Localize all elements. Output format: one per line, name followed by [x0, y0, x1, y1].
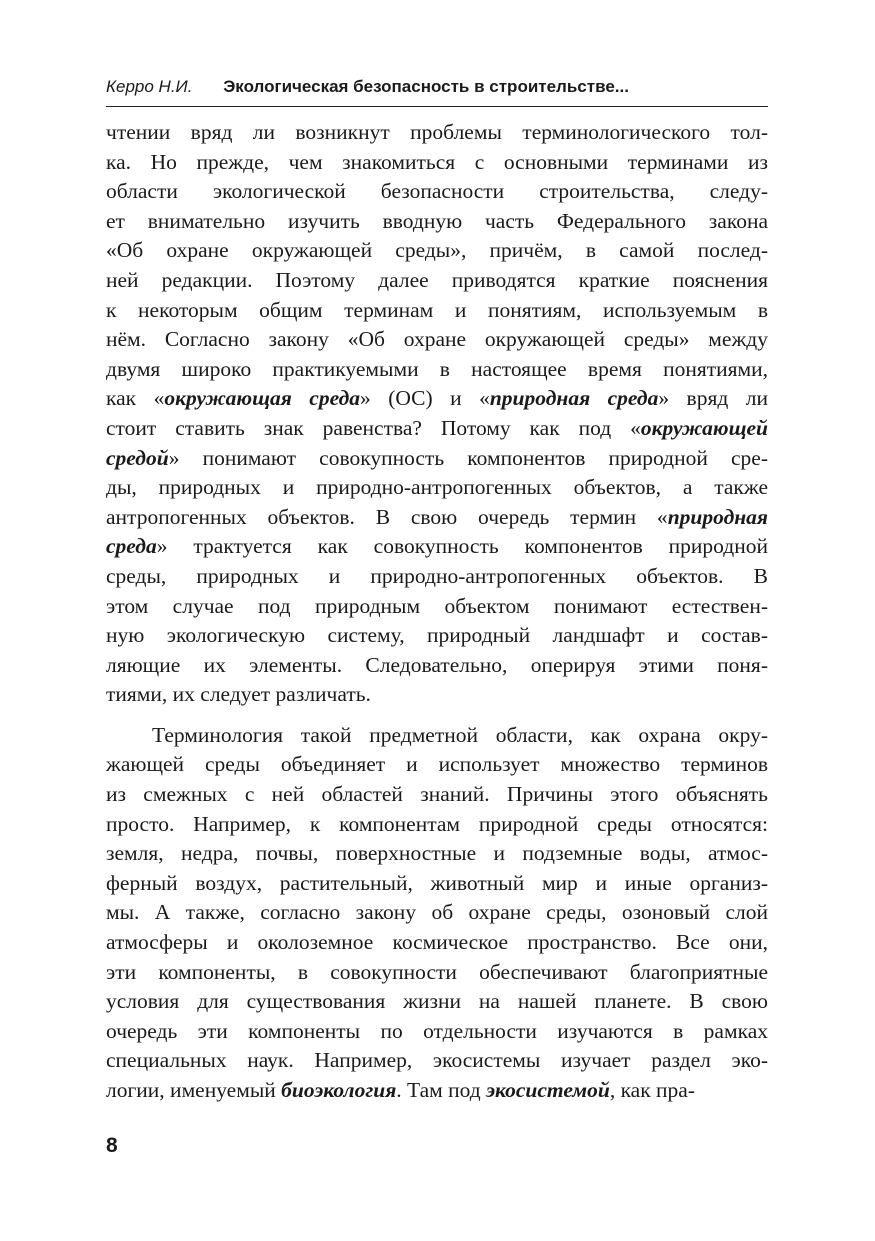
text-line	[106, 1017, 768, 1047]
text-segment: к некоторым общим терминам и понятиям, используемым в	[106, 297, 768, 322]
text-line	[106, 869, 768, 899]
text-segment: нём. Согласно закону «Об охране окружающей среды» между	[106, 327, 768, 352]
text-line	[106, 592, 768, 622]
text-segment: » трактуется как совокупность компонентов природной	[156, 534, 768, 559]
text-line	[106, 473, 768, 503]
term-emphasis: окружающая среда	[164, 386, 360, 411]
header-author: Керро Н.И.	[106, 77, 193, 96]
header-rule	[106, 106, 768, 107]
header-title: Экологическая безопасность в строительстве...	[223, 77, 629, 96]
text-line	[106, 621, 768, 651]
text-segment: очередь эти компоненты по отдельности изучаются в рамках	[106, 1018, 768, 1043]
running-header	[106, 76, 768, 98]
text-segment: ет внимательно изучить вводную часть Федерального закона	[106, 208, 768, 233]
text-segment: просто. Например, к компонентам природной среды относятся:	[106, 811, 768, 836]
text-line	[106, 987, 768, 1017]
text-segment: эти компоненты, в совокупности обеспечивают благоприятные	[106, 959, 768, 984]
term-emphasis: средой	[106, 445, 169, 470]
text-segment: антропогенных объектов. В свою очередь термин «	[106, 504, 668, 529]
text-segment: стоит ставить знак равенства? Потому как под «	[106, 415, 641, 440]
text-segment: ляющие их элементы. Следовательно, оперируя этими поня-	[106, 652, 768, 677]
text-line	[106, 414, 768, 444]
text-segment: атмосферы и околоземное космическое пространство. Все они,	[106, 930, 768, 955]
text-line	[106, 780, 768, 810]
text-line	[106, 296, 768, 326]
text-line	[106, 721, 768, 751]
text-line	[106, 177, 768, 207]
text-segment: области экологической безопасности строительства, следу-	[106, 179, 768, 204]
text-segment: условия для существования жизни на нашей планете. В свою	[106, 989, 768, 1014]
text-line	[106, 1046, 768, 1076]
text-segment: чтении вряд ли возникнут проблемы терминологического тол-	[106, 120, 768, 144]
text-line	[106, 928, 768, 958]
text-line	[106, 810, 768, 840]
text-line	[106, 266, 768, 296]
text-segment: Терминология такой предметной области, как охрана окру-	[152, 722, 768, 747]
text-line	[106, 750, 768, 780]
term-emphasis: окружающей	[640, 415, 768, 440]
text-segment: среды, природных и природно-антропогенных объектов. В	[106, 563, 768, 588]
text-line	[106, 680, 768, 710]
body-text	[106, 118, 768, 1106]
text-segment: » вряд ли	[658, 386, 768, 411]
text-segment: мы. А также, согласно закону об охране среды, озоновый слой	[106, 900, 768, 925]
text-segment: » понимают совокупность компонентов природной сре-	[168, 445, 768, 470]
text-segment: ды, природных и природно-антропогенных объектов, а также	[106, 475, 768, 500]
text-segment: ней редакции. Поэтому далее приводятся краткие пояснения	[106, 267, 768, 292]
text-line	[106, 148, 768, 178]
text-segment: тиями, их следует различать.	[106, 682, 371, 707]
text-segment: из смежных с ней областей знаний. Причины этого объяснять	[106, 782, 768, 807]
text-segment: ферный воздух, растительный, животный мир и иные организ-	[106, 870, 768, 895]
text-segment: этом случае под природным объектом понимают естествен-	[106, 593, 768, 618]
text-segment: ную экологическую систему, природный ландшафт и состав-	[106, 623, 768, 648]
text-segment: специальных наук. Например, экосистемы изучает раздел эко-	[106, 1048, 768, 1073]
term-emphasis: экосистемой	[486, 1078, 610, 1102]
paragraph-gap	[106, 710, 768, 721]
term-emphasis: биоэкология	[281, 1078, 397, 1102]
text-segment: «Об охране окружающей среды», причём, в самой послед-	[106, 238, 768, 263]
text-segment: земля, недра, почвы, поверхностные и подземные воды, атмос-	[106, 841, 768, 866]
text-line	[106, 651, 768, 681]
text-line	[106, 1076, 768, 1106]
text-line	[106, 118, 768, 148]
text-segment: двумя широко практикуемыми в настоящее время понятиями,	[106, 356, 768, 381]
text-segment: логии, именуемый	[106, 1078, 282, 1102]
text-line	[106, 532, 768, 562]
text-line	[106, 444, 768, 474]
text-segment: » (ОС) и «	[360, 386, 490, 411]
text-segment: как «	[106, 386, 165, 411]
text-line	[106, 207, 768, 237]
text-line	[106, 355, 768, 385]
term-emphasis: среда	[106, 534, 157, 559]
text-segment: . Там под	[396, 1078, 487, 1102]
text-line	[106, 562, 768, 592]
term-emphasis: природная среда	[489, 386, 659, 411]
text-line	[106, 384, 768, 414]
text-line	[106, 958, 768, 988]
term-emphasis: природная	[667, 504, 768, 529]
page-number: 8	[106, 1134, 118, 1157]
text-line	[106, 503, 768, 533]
text-segment: ка. Но прежде, чем знакомиться с основными терминами из	[106, 149, 768, 174]
text-line	[106, 839, 768, 869]
text-line	[106, 325, 768, 355]
text-segment: жающей среды объединяет и использует множество терминов	[106, 752, 768, 777]
text-segment: , как пра-	[609, 1078, 696, 1102]
text-line	[106, 898, 768, 928]
text-line	[106, 236, 768, 266]
